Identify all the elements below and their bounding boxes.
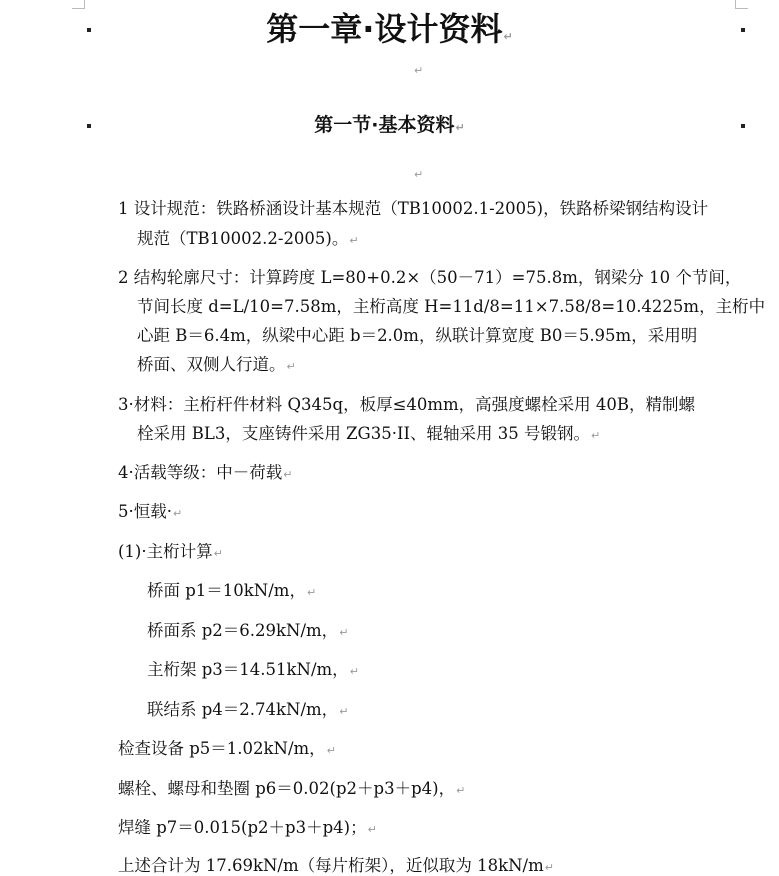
text-line-dimensions[interactable]: 2 结构轮廓尺寸：计算跨度 L=80+0.2×（50－71）=75.8m，钢梁分 10 个节间，: [118, 268, 742, 287]
text-line-dimensions-cont[interactable]: 桥面、双侧人行道。↵: [137, 355, 296, 374]
text-line-design-code[interactable]: 1 设计规范：铁路桥涵设计基本规范（TB10002.1-2005)，铁路桥梁钢结构设计: [118, 199, 709, 218]
text-line-design-code-cont[interactable]: 规范（TB10002.2-2005)。↵: [137, 229, 359, 248]
text-line-total[interactable]: 上述合计为 17.69kN/m（每片桁架），近似取为 18kN/m↵: [118, 856, 554, 875]
text-line-p7[interactable]: 焊缝 p7＝0.015(p2＋p3＋p4)；↵: [118, 818, 377, 837]
text-line-main-truss[interactable]: (1)·主桁计算↵: [118, 542, 223, 561]
text-line-dimensions-cont[interactable]: 节间长度 d=L/10=7.58m，主桁高度 H=11d/8=11×7.58/8=10.4225m，主桁中: [137, 297, 766, 316]
text-line-p3[interactable]: 主桁架 p3＝14.51kN/m，↵: [147, 660, 359, 679]
text-line-materials-cont[interactable]: 栓采用 BL3，支座铸件采用 ZG35·II、辊轴采用 35 号锻钢。↵: [137, 424, 601, 443]
text-line-materials[interactable]: 3·材料：主桁杆件材料 Q345q，板厚≤40mm，高强度螺栓采用 40B，精制螺: [118, 395, 696, 414]
text-line-dead-load[interactable]: 5·恒载·↵: [118, 502, 183, 521]
chapter-title[interactable]: 第一章·设计资料↵: [266, 10, 513, 48]
text-line-p1[interactable]: 桥面 p1＝10kN/m，↵: [147, 581, 317, 600]
empty-paragraph-mark: ↵: [414, 168, 424, 181]
text-line-live-load[interactable]: 4·活载等级：中－荷载↵: [118, 463, 293, 482]
text-line-p2[interactable]: 桥面系 p2＝6.29kN/m，↵: [147, 621, 349, 640]
section-title[interactable]: 第一节·基本资料↵: [314, 114, 465, 136]
text-line-p6[interactable]: 螺栓、螺母和垫圈 p6＝0.02(p2＋p3＋p4)，↵: [118, 779, 466, 798]
text-line-dimensions-cont[interactable]: 心距 B＝6.4m，纵梁中心距 b＝2.0m，纵联计算宽度 B0＝5.95m，采用明: [137, 326, 698, 345]
text-line-p4[interactable]: 联结系 p4＝2.74kN/m，↵: [147, 700, 349, 719]
empty-paragraph-mark: ↵: [414, 64, 424, 77]
text-line-p5[interactable]: 检查设备 p5＝1.02kN/m，↵: [118, 739, 336, 758]
